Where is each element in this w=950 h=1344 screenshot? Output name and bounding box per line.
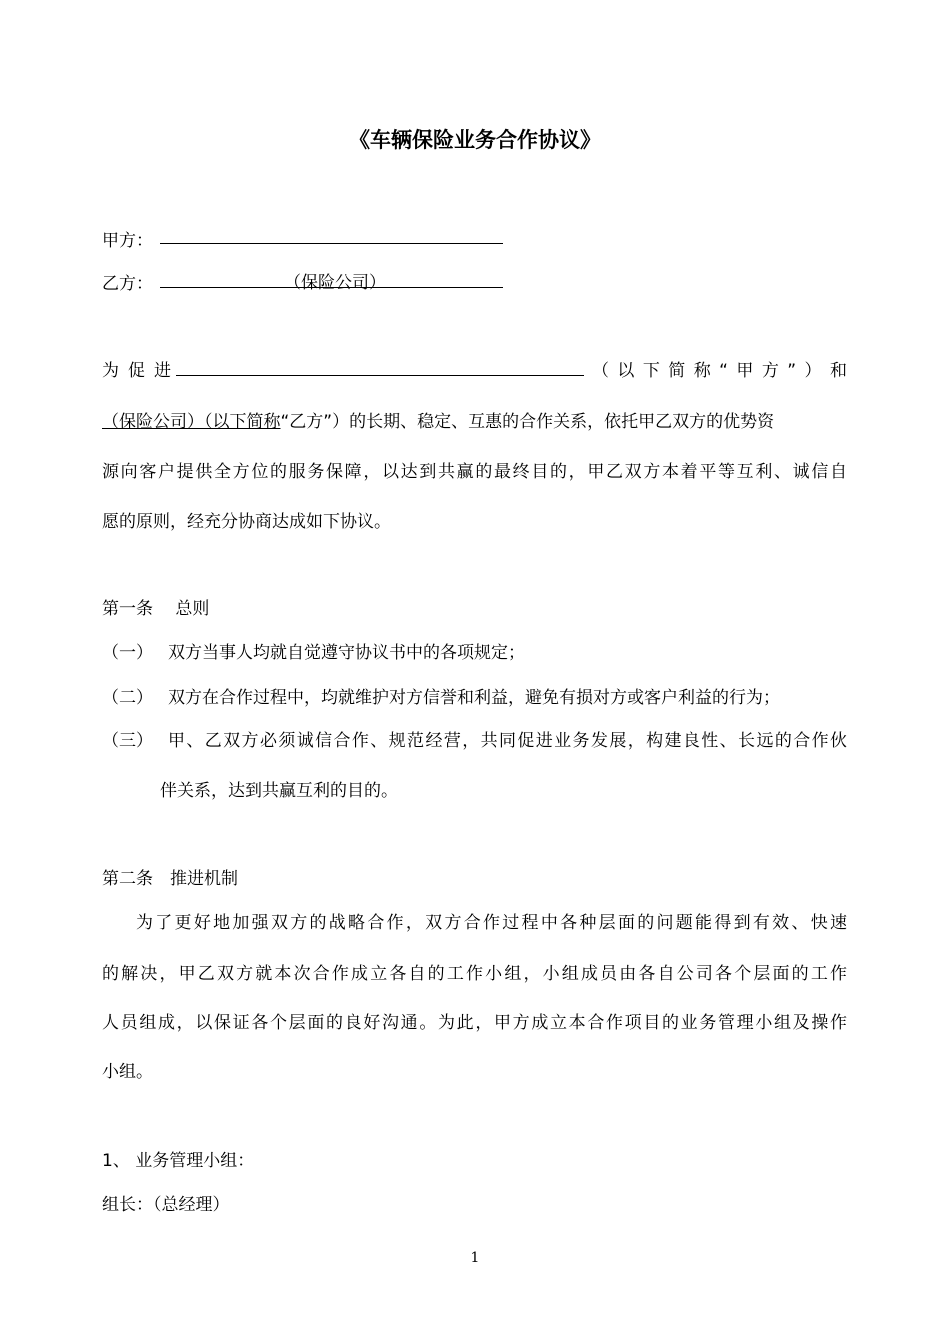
party-b-blank-text: （保险公司）	[284, 273, 386, 293]
article1-item2-num: （二）	[102, 688, 153, 708]
intro-line2	[102, 407, 774, 432]
article2-para-line2: 的解决，甲乙双方就本次合作成立各自的工作小组，小组成员由各自公司各个层面的工作	[102, 964, 847, 984]
party-b-label: 乙方：	[102, 274, 153, 294]
party-a-label: 甲方：	[102, 231, 153, 251]
intro-line3: 源向客户提供全方位的服务保障，以达到共赢的最终目的，甲乙双方本着平等互利、诚信自	[102, 462, 847, 482]
article2-para-line4: 小组。	[102, 1062, 153, 1082]
intro-line1-start: 为促进	[102, 361, 180, 381]
leader-line: 组长：（总经理）	[102, 1195, 230, 1215]
article1-heading: 第一条 总则	[102, 599, 210, 619]
article2-heading: 第二条 推进机制	[102, 869, 238, 889]
intro-line2-rest: “乙方”）的长期、稳定、互惠的合作关系，依托甲乙双方的优势资	[280, 412, 775, 432]
article1-item3-num: （三）	[102, 731, 153, 751]
article2-para-line3: 人员组成，以保证各个层面的良好沟通。为此，甲方成立本合作项目的业务管理小组及操作	[102, 1013, 847, 1033]
article1-item3-cont: 伴关系，达到共赢互利的目的。	[160, 781, 398, 801]
intro-line4: 愿的原则，经充分协商达成如下协议。	[102, 512, 391, 532]
document-title: 《车辆保险业务合作协议》	[349, 128, 601, 152]
article1-item1-text: 双方当事人均就自觉遵守协议书中的各项规定；	[168, 643, 525, 663]
page-number: 1	[470, 1250, 480, 1266]
article1-item2-text: 双方在合作过程中，均就维护对方信誉和利益，避免有损对方或客户利益的行为；	[168, 688, 780, 708]
section1-heading: 1、 业务管理小组：	[102, 1151, 255, 1171]
intro-line2-underlined: （保险公司）（以下简称	[102, 412, 281, 432]
article1-item1-num: （一）	[102, 643, 153, 663]
intro-blank	[176, 354, 584, 376]
article1-item3-text: 甲、乙双方必须诚信合作、规范经营，共同促进业务发展，构建良性、长远的合作伙	[168, 731, 847, 751]
intro-line1-end: （以下简称“甲方”）和	[592, 361, 847, 381]
party-a-blank	[160, 222, 503, 244]
article2-para-line1: 为了更好地加强双方的战略合作，双方合作过程中各种层面的问题能得到有效、快速	[136, 913, 847, 933]
